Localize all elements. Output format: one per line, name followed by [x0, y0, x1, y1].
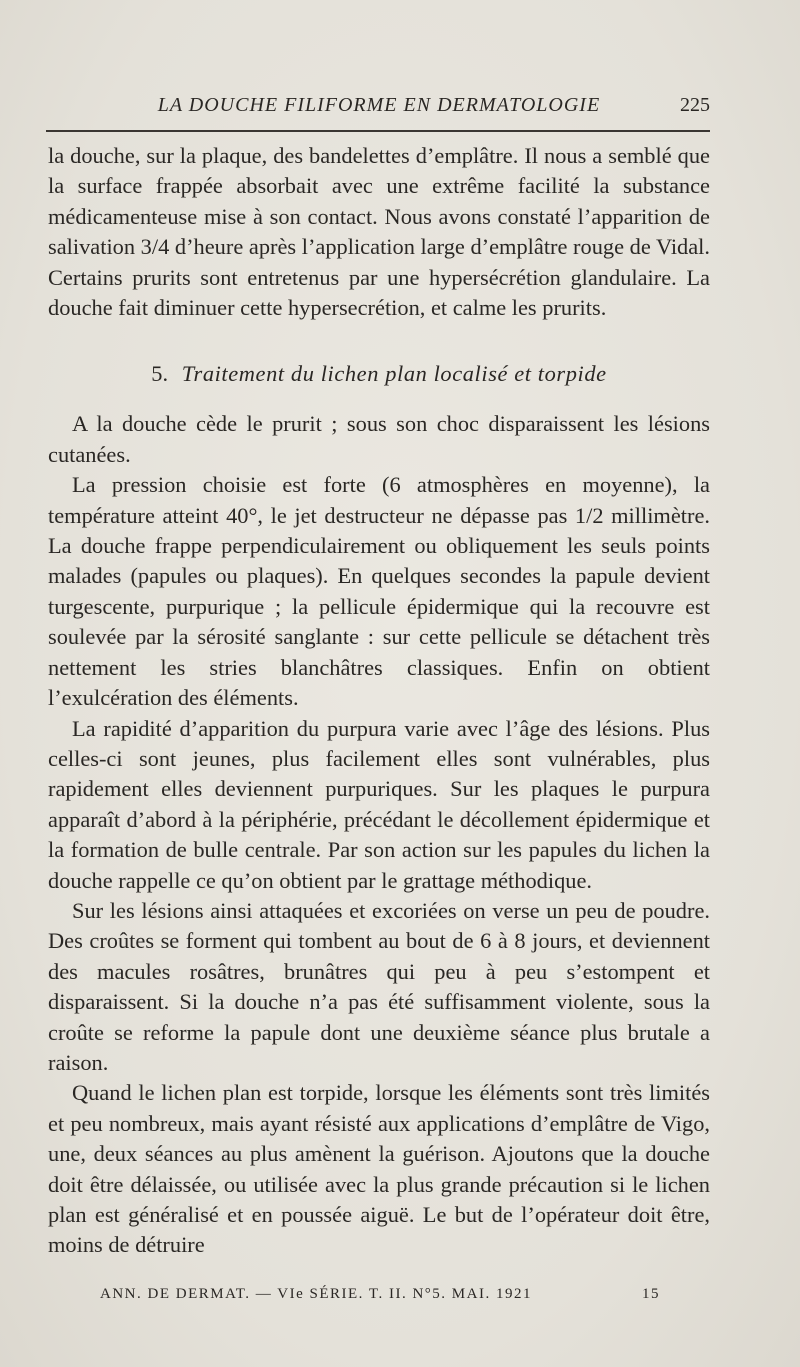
journal-citation: ANN. DE DERMAT. — VIe SÉRIE. T. II. N°5. MAI. 1921 — [100, 1286, 532, 1302]
paragraph: La rapidité d’apparition du purpura varie avec l’âge des lésions. Plus celles-ci sont jeunes, plus facilement elles sont vulnérables, plus rapidement elles deviennent purpuriques. Sur les plaques le purpura apparaît d’abord à la périphérie, précédant le décollement épidermique et la formation de bulle centrale. Par son action sur les papules du lichen la douche rappelle ce qu’on obtient par le grattage méthodique. — [48, 715, 710, 893]
paragraph: Quand le lichen plan est torpide, lorsque les éléments sont très limités et peu nombreux, mais ayant résisté aux applications d’emplâtre de Vigo, une, deux séances au plus amènent la guérison. Ajoutons que la douche doit être délaissée, ou utilisée avec la plus grande précaution si le lichen plan est généralisé et en poussée aiguë. Le but de l’opérateur doit être, moins de détruire — [48, 1080, 710, 1258]
section-number: 5. — [151, 361, 169, 387]
running-title: LA DOUCHE FILIFORME EN DERMATOLOGIE — [157, 94, 601, 116]
paragraph: Sur les lésions ainsi attaquées et excoriées on verse un peu de poudre. Des croûtes se forment qui tombent au bout de 6 à 8 jours, et deviennent des macules rosâtres, brunâtres qui peu à peu s’estompent et disparaissent. Si la douche n’a pas été suffisamment violente, sous la croûte se reforme la papule dont une deuxième séance plus brutale a raison. — [48, 897, 710, 1075]
section-title: Traitement du lichen plan localisé et torpide — [181, 361, 607, 387]
paragraph: la douche, sur la plaque, des bandelettes d’emplâtre. Il nous a semblé que la surface frappée absorbait avec une extrême facilité la substance médicamenteuse mise à son contact. Nous avons constaté l’apparition de salivation 3/4 d’heure après l’application large d’emplâtre rouge de Vidal. Certains prurits sont entretenus par une hypersécrétion glandulaire. La douche fait diminuer cette hypersecrétion, et calme les prurits. — [48, 143, 710, 321]
page-footer — [100, 1286, 660, 1310]
page-header — [48, 92, 710, 122]
paragraph: La pression choisie est forte (6 atmosphères en moyenne), la température atteint 40°, le jet destructeur ne dépasse pas 1/2 millimètre. La douche frappe perpendiculairement ou obliquement les seuls points malades (papules ou plaques). En quelques secondes la papule devient turgescente, purpurique ; la pellicule épidermique qui la recouvre est soulevée par la sérosité sanglante : sur cette pellicule se détachent très nettement les stries blanchâtres classiques. Enfin on obtient l’exulcération des éléments. — [48, 472, 710, 711]
paragraph: A la douche cède le prurit ; sous son choc disparaissent les lésions cutanées. — [48, 411, 710, 467]
page-number: 225 — [680, 94, 710, 116]
section-heading — [48, 359, 710, 389]
signature-mark: 15 — [642, 1286, 660, 1302]
body-text — [48, 141, 710, 1261]
header-rule — [46, 130, 710, 132]
